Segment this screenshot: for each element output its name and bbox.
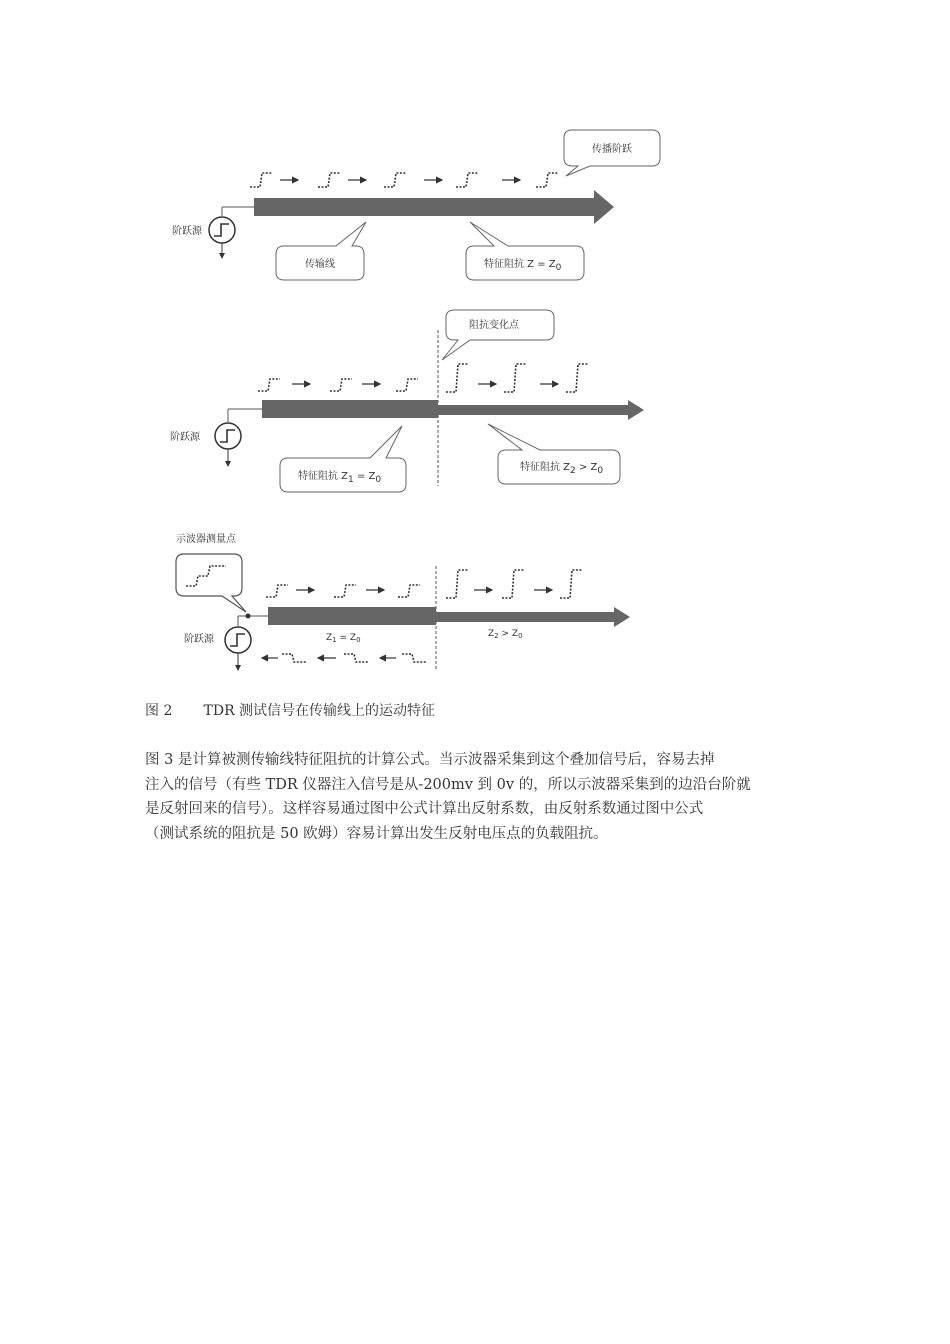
- line-segment-z1: [262, 400, 438, 418]
- bubble-probe-waveform: [176, 554, 246, 612]
- transmission-line-bar: [254, 190, 614, 224]
- bubble-z2: [488, 424, 620, 484]
- z2-label: $Z_2 > Z_0$: [488, 629, 523, 640]
- z1-label: $Z_1 = Z_0$: [326, 633, 361, 644]
- figure-caption: 图 2 TDR 测试信号在传输线上的运动特征: [145, 703, 436, 719]
- body-paragraph: [145, 748, 815, 846]
- line-segment-z1: [268, 607, 436, 625]
- bubble-text: 特征阻抗 Z2 > Z0: [520, 462, 604, 476]
- paragraph-line: （测试系统的阻抗是 50 欧姆）容易计算出发生反射电压点的负载阻抗。: [145, 825, 608, 842]
- step-source: [184, 614, 268, 671]
- paragraph-line: 是反射回来的信号）。这样容易通过图中公式计算出反射系数，由反射系数通过图中公式: [145, 801, 704, 817]
- step-source: [172, 207, 254, 258]
- paragraph-line: 注入的信号（有些 TDR 仪器注入信号是从-200mv 到 0v 的，所以示波器采集到的边沿台阶就: [145, 776, 751, 793]
- probe-point: [246, 614, 251, 619]
- source-label: 阶跃源: [172, 226, 202, 237]
- reflected-step-row: [282, 654, 426, 662]
- line-segment-z2: [438, 400, 644, 420]
- paragraph-line: 图 3 是计算被测传输线特征阻抗的计算公式。当示波器采集到这个叠加信号后，容易去掉: [145, 752, 715, 768]
- bubble-impedance: [466, 222, 584, 280]
- bubble-text: 传播阶跃: [592, 144, 632, 155]
- panel-3: [176, 532, 630, 670]
- bubble-propagating-step: [564, 130, 660, 176]
- bubble-text: 传输线: [305, 259, 335, 270]
- source-label: 阶跃源: [170, 432, 200, 443]
- step-source: [170, 409, 262, 466]
- step-row: [266, 570, 582, 598]
- source-label: 阶跃源: [184, 634, 214, 645]
- panel-1: [172, 130, 660, 280]
- step-row: [258, 364, 588, 392]
- bubble-transmission-line: [276, 222, 366, 280]
- bubble-text: 特征阻抗 Z = Z0: [484, 259, 562, 273]
- panel-2: [170, 310, 644, 492]
- bubble-text: 阻抗变化点: [469, 320, 519, 331]
- bubble-z1: [280, 426, 406, 492]
- line-segment-z2: [436, 607, 630, 627]
- bubble-text: 特征阻抗 Z1 = Z0: [298, 471, 382, 485]
- probe-label: 示波器测量点: [176, 534, 236, 545]
- bubble-impedance-change: [442, 310, 554, 360]
